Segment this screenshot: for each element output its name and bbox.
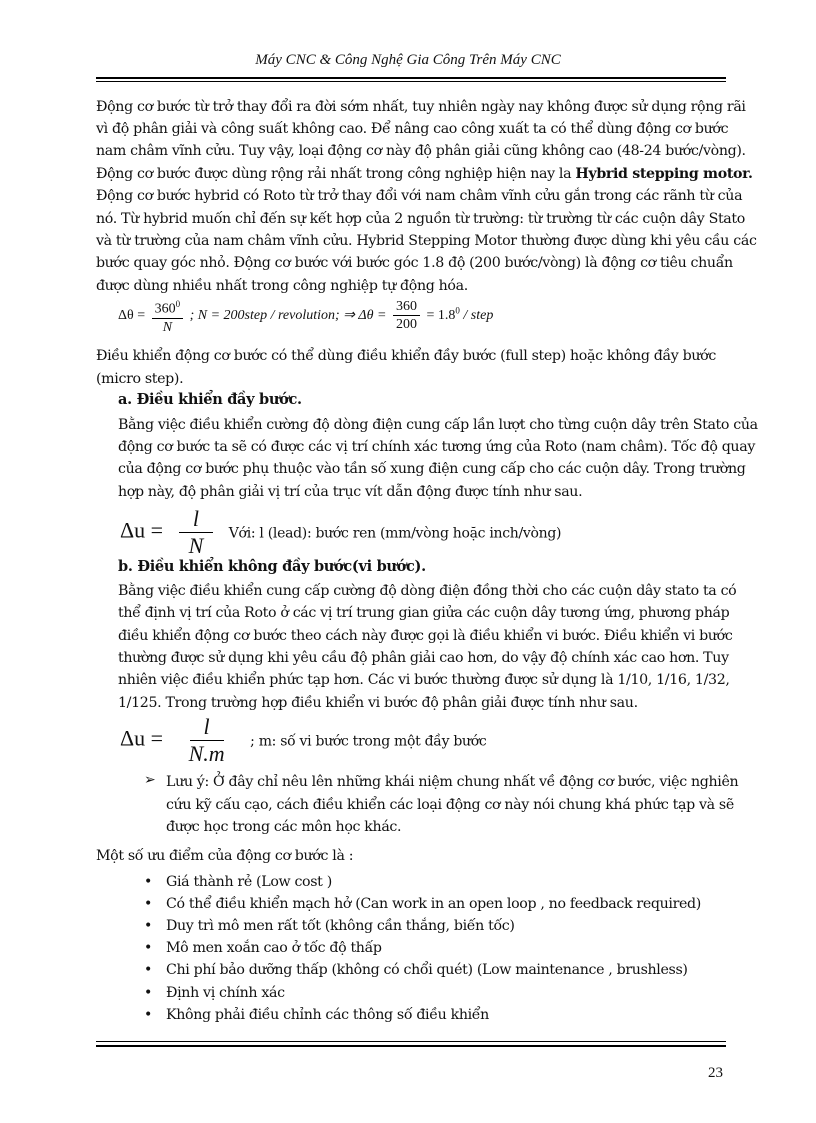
fraction-360-over-200 xyxy=(393,298,420,333)
header-rule-thin xyxy=(96,81,726,82)
intro-line-with-bold xyxy=(96,163,753,185)
advantages-intro: Một số ưu điểm của động cơ bước là : xyxy=(96,848,354,864)
list-item-text: Mô men xoắn cao ở tốc độ thấp xyxy=(166,940,382,956)
formula-lhs: Δu = xyxy=(120,517,164,543)
formula-middle: ; N = 200step / revolution; ⇒ Δθ = xyxy=(189,308,387,324)
fraction-numerator: $360^0$ xyxy=(152,296,184,319)
list-item-text: Giá thành rẻ (Low cost ) xyxy=(166,874,332,890)
fraction-numerator: 360 xyxy=(393,298,420,316)
fraction-denominator: 200 xyxy=(395,317,417,333)
formula-tail: / step xyxy=(463,308,494,324)
footer-rule-thick xyxy=(96,1045,726,1047)
list-item-text: Duy trì mô men rất tốt (không cần thắng, biến tốc) xyxy=(166,918,515,934)
fraction-l-over-nm xyxy=(175,714,239,767)
bullet-icon: • xyxy=(144,874,153,890)
intro-line: Động cơ bước từ trở thay đổi ra đời sớm nhất, tuy nhiên ngày nay không được sử dụng rộng rãi xyxy=(96,99,746,115)
section-b-line: thường được sử dụng khi yêu cầu độ phân giải cao hơn, do vậy độ chính xác cao hơn. Tuy xyxy=(118,650,729,666)
control-line: Điều khiển động cơ bước có thể dùng điều khiển đầy bước (full step) hoặc không đầy bước xyxy=(96,348,716,364)
section-b-line: điều khiển động cơ bước theo cách này được gọi là điều khiển vi bước. Điều khiển vi bước xyxy=(118,628,733,644)
section-b-line: 1/125. Trong trường hợp điều khiển vi bước độ phân giải được tính như sau. xyxy=(118,695,638,711)
formula-lhs: Δθ = xyxy=(118,308,146,324)
fraction-denominator: N xyxy=(188,533,204,558)
section-a-heading: a. Điều khiển đầy bước. xyxy=(118,391,302,408)
list-item-text: Không phải điều chỉnh các thông số điều khiển xyxy=(166,1007,489,1023)
bullet-icon: • xyxy=(144,940,153,956)
formula-note: ; m: số vi bước trong một đầy bước xyxy=(250,733,487,750)
fraction-360-over-n xyxy=(152,296,184,336)
header-rule-thick xyxy=(96,77,726,79)
fraction-numerator: l xyxy=(179,506,213,533)
formula-full-step-resolution xyxy=(120,506,561,559)
bullet-icon: • xyxy=(144,896,153,912)
formula-degree: 0 xyxy=(455,305,460,316)
formula-rhs: = 1.8 xyxy=(426,308,456,324)
list-item-text: Chi phí bảo dưỡng thấp (không có chổi quét) (Low maintenance , brushless) xyxy=(166,962,688,978)
intro-line: được dùng nhiều nhất trong công nghiệp tự động hóa. xyxy=(96,278,468,294)
intro-line: và từ trường của nam châm vĩnh cửu. Hybrid Stepping Motor thường được dùng khi yêu cầu các xyxy=(96,233,757,249)
bullet-icon: • xyxy=(144,1007,153,1023)
intro-line: Động cơ bước được dùng rộng rải nhất trong công nghiệp hiện nay la xyxy=(96,166,576,182)
formula-note: Với: l (lead): bước ren (mm/vòng hoặc inch/vòng) xyxy=(228,525,562,542)
section-a-line: hợp này, độ phân giải vị trí của trục vít dẫn động được tính như sau. xyxy=(118,484,583,500)
page-number: 23 xyxy=(708,1065,723,1081)
list-item-text: Có thể điều khiển mạch hở (Can work in an open loop , no feedback required) xyxy=(166,896,701,912)
bullet-icon: • xyxy=(144,985,153,1001)
fraction-l-over-n xyxy=(175,506,218,559)
page-header-title: Máy CNC & Công Nghệ Gia Công Trên Máy CNC xyxy=(255,52,561,68)
intro-line: Động cơ bước hybrid có Roto từ trở thay đổi với nam châm vĩnh cửu gắn trong các rãnh từ của xyxy=(96,188,743,204)
arrow-bullet-icon: ➢ xyxy=(144,772,156,788)
list-item-text: Định vị chính xác xyxy=(166,985,285,1001)
intro-line: bước quay góc nhỏ. Động cơ bước với bước góc 1.8 độ (200 bước/vòng) là động cơ tiêu chuẩn xyxy=(96,255,733,271)
bullet-icon: • xyxy=(144,962,153,978)
section-b-line: thể định vị trí của Roto ở các vị trí trung gian giửa các cuộn dây tương ứng, phương pháp xyxy=(118,605,730,621)
footer-rule-thin xyxy=(96,1041,726,1042)
section-b-line: Bằng việc điều khiển cung cấp cường độ dòng điện đồng thời cho các cuộn dây stato ta có xyxy=(118,583,737,599)
section-b-line: nhiên việc điều khiển phức tạp hơn. Các vi bước thường được sử dụng là 1/10, 1/16, 1/32, xyxy=(118,672,730,688)
fraction-numerator: l xyxy=(190,714,224,741)
note-line: cứu kỹ cấu cạo, cách điều khiển các loại động cơ này nói chung khá phức tạp và sẽ xyxy=(166,797,734,813)
formula-micro-step-resolution xyxy=(120,714,486,767)
intro-line: vì độ phân giải và công suất không cao. Để nâng cao công xuất ta có thể dùng động cơ bước xyxy=(96,121,729,137)
bullet-icon: • xyxy=(144,918,153,934)
section-a-line: của động cơ bước phụ thuộc vào tần số xung điện cung cấp cho các cuộn dây. Trong trường xyxy=(118,461,746,477)
intro-bold-term: Hybrid stepping motor. xyxy=(575,166,753,182)
intro-line: nam châm vĩnh cửu. Tuy vậy, loại động cơ này độ phân giải cũng không cao (48-24 bước/vòng). xyxy=(96,143,746,159)
note-line: được học trong các môn học khác. xyxy=(166,819,402,835)
control-line: (micro step). xyxy=(96,371,184,387)
fraction-denominator: N xyxy=(162,319,173,335)
formula-step-angle xyxy=(118,296,493,336)
intro-line: nó. Từ hybrid muốn chỉ đến sự kết hợp của 2 nguồn từ trường: từ trường từ các cuộn dây Stato xyxy=(96,211,745,227)
section-b-heading: b. Điều khiển không đầy bước(vi bước). xyxy=(118,558,426,575)
section-a-line: động cơ bước ta sẽ có được các vị trí chính xác tương ứng của Roto (nam châm). Tốc độ quay xyxy=(118,439,755,455)
section-a-line: Bằng việc điều khiển cường độ dòng điện cung cấp lần lượt cho từng cuộn dây trên Stato của xyxy=(118,417,758,433)
formula-lhs: Δu = xyxy=(120,725,164,751)
note-line: Lưu ý: Ở đây chỉ nêu lên những khái niệm chung nhất về động cơ bước, việc nghiên xyxy=(166,774,739,790)
fraction-denominator: N.m xyxy=(188,741,225,766)
